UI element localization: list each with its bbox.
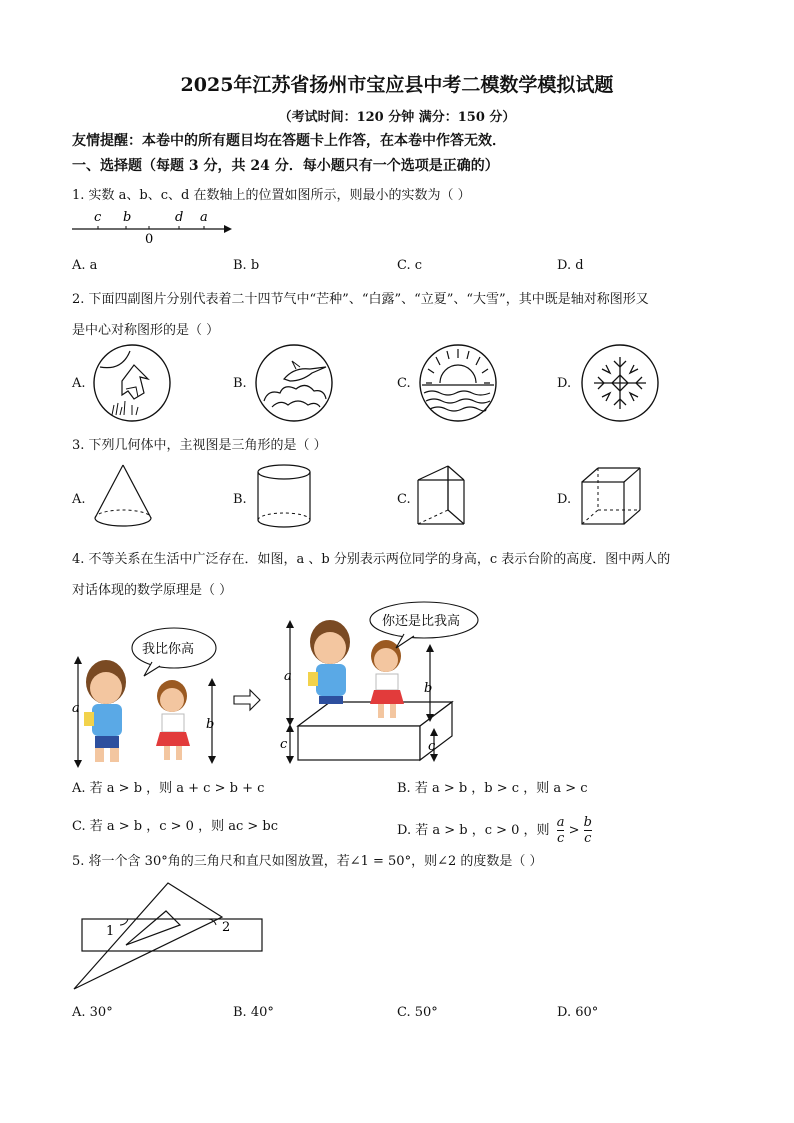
- q5-option-d[interactable]: D. 60°: [557, 1005, 599, 1020]
- q3-option-b[interactable]: B.: [233, 492, 247, 507]
- triangular-prism-figure: [414, 462, 474, 532]
- fraction-operator: >: [568, 823, 580, 838]
- q5-option-a[interactable]: A. 30°: [72, 1005, 113, 1020]
- q1-option-c[interactable]: C. c: [397, 258, 423, 273]
- label-zero: 0: [145, 232, 154, 247]
- q2-option-c[interactable]: C.: [397, 376, 411, 391]
- q5-stem: 5. 将一个含 30°角的三角尺和直尺如图放置，若∠1 = 50°，则∠2 的度数是（ ）: [72, 854, 543, 869]
- q4-stem-line1: 4. 不等关系在生活中广泛存在．如图，a 、b 分别表示两位同学的身高，c 表示台阶的高度．图中两人的: [72, 552, 671, 567]
- page-title: 2025年江苏省扬州市宝应县中考二模数学模拟试题: [180, 74, 614, 96]
- triangle-ruler-figure: [68, 875, 278, 995]
- right-label-c1: c: [280, 737, 288, 752]
- daxue-snowflake-icon: [580, 343, 660, 423]
- left-label-a: a: [72, 701, 80, 716]
- label-c: c: [94, 210, 102, 225]
- q5-option-b[interactable]: B. 40°: [233, 1005, 274, 1020]
- q2-stem-line1: 2. 下面四副图片分别代表着二十四节气中“芒种”、“白露”、“立夏”、“大雪”，其中既是轴对称图形又: [72, 292, 649, 307]
- right-label-b: b: [424, 681, 433, 696]
- q2-stem-line2: 是中心对称图形的是（ ）: [72, 323, 220, 338]
- q4-option-d-text: D. 若 a > b ，c > 0 ，则: [397, 823, 550, 838]
- label-b: b: [123, 210, 132, 225]
- number-line-figure: [68, 205, 238, 247]
- height-comparison-figure: [68, 600, 488, 770]
- q4-option-b[interactable]: B. 若 a > b ，b > c ，则 a > c: [397, 781, 588, 796]
- q4-option-d[interactable]: [397, 815, 592, 846]
- label-a: a: [200, 210, 208, 225]
- q2-option-b[interactable]: B.: [233, 376, 247, 391]
- cone-figure: [90, 462, 156, 532]
- bailu-icon: [254, 343, 334, 423]
- q2-option-d[interactable]: D.: [557, 376, 572, 391]
- q3-stem: 3. 下列几何体中，主视图是三角形的是（ ）: [72, 438, 327, 453]
- left-label-b: b: [206, 717, 215, 732]
- cube-figure: [578, 466, 644, 528]
- mangzhong-icon: [92, 343, 172, 423]
- q1-option-d[interactable]: D. d: [557, 258, 584, 273]
- q1-option-a[interactable]: A. a: [72, 258, 98, 273]
- q5-option-c[interactable]: C. 50°: [397, 1005, 438, 1020]
- q4-option-a[interactable]: A. 若 a > b ，则 a + c > b + c: [72, 781, 265, 796]
- cylinder-figure: [254, 462, 314, 532]
- right-label-c2: c: [428, 739, 436, 754]
- q3-option-c[interactable]: C.: [397, 492, 411, 507]
- angle-2-label: 2: [222, 920, 231, 935]
- fraction-a-over-c: $\frac{a}{c}$: [556, 815, 565, 846]
- label-d: d: [175, 210, 184, 225]
- q3-option-d[interactable]: D.: [557, 492, 572, 507]
- reminder-text: 友情提醒：本卷中的所有题目均在答题卡上作答，在本卷中作答无效．: [72, 133, 506, 149]
- angle-1-label: 1: [106, 924, 115, 939]
- q1-stem: 1. 实数 a、b、c、d 在数轴上的位置如图所示，则最小的实数为（ ）: [72, 188, 471, 203]
- bubble-left-text: 我比你高: [142, 642, 195, 657]
- bubble-right-text: 你还是比我高: [382, 614, 461, 629]
- q4-option-c[interactable]: C. 若 a > b ，c > 0 ，则 ac > bc: [72, 819, 279, 834]
- fraction-b-over-c: $\frac{b}{c}$: [583, 815, 592, 846]
- q4-stem-line2: 对话体现的数学原理是（ ）: [72, 583, 233, 598]
- q1-option-b[interactable]: B. b: [233, 258, 260, 273]
- right-label-a: a: [284, 669, 292, 684]
- section-heading: 一、选择题（每题 3 分，共 24 分．每小题只有一个选项是正确的）: [72, 158, 499, 174]
- q3-option-a[interactable]: A.: [72, 492, 86, 507]
- lixia-icon: [418, 343, 498, 423]
- exam-info: （考试时间：120 分钟 满分：150 分）: [278, 110, 516, 125]
- q2-option-a[interactable]: A.: [72, 376, 86, 391]
